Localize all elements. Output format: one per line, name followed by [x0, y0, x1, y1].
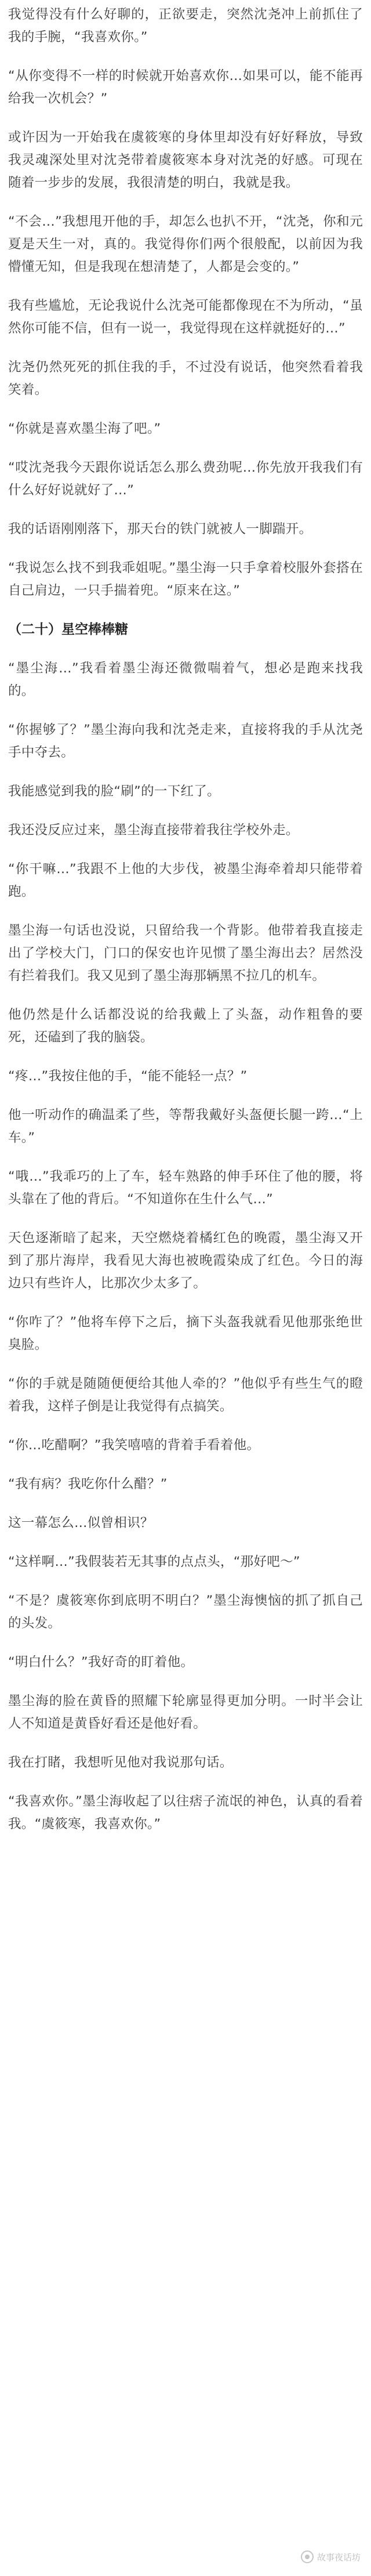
- chapter-title: （二十）星空棒棒糖: [8, 622, 128, 637]
- paragraph: “哎沈尧我今天跟你说话怎么那么费劲呢…你先放开我我们有什么好好说就好了…”: [8, 460, 363, 498]
- paragraph: 沈尧仍然死死的抓住我的手，不过没有说话，他突然看着我笑着。: [8, 360, 363, 397]
- paragraph: 墨尘海一句话也没说，只留给我一个背影。他带着我直接走出了学校大门，门口的保安也许见惯了墨尘海出去？居然没有拦着我们。我又见到了墨尘海那辆黑不拉几的机车。: [8, 923, 363, 983]
- paragraph: 我的话语刚刚落下，那天台的铁门就被人一脚踹开。: [8, 522, 312, 537]
- watermark: [301, 2550, 361, 2563]
- paragraph: “你干嘛…”我跟不上他的大步伐，被墨尘海牵着却只能带着跑。: [8, 862, 363, 899]
- wechat-account-icon: [301, 2550, 314, 2563]
- paragraph: “你咋了？”他将车停下之后，摘下头盔我就看见他那张绝世臭脸。: [8, 1315, 363, 1352]
- paragraph: “你的手就是随随便便给其他人牵的？”他似乎有些生气的瞪着我，这样子倒是让我觉得有点搞笑。: [8, 1376, 363, 1414]
- paragraph: “我有病？我吃你什么醋？”: [8, 1477, 168, 1492]
- paragraph: 或许因为一开始我在虞筱寒的身体里却没有好好释放，导致我灵魂深处里对沈尧带着虞筱寒本身对沈尧的好感。可现在随着一步步的发展，我很清楚的明白，我就是我。: [8, 130, 363, 190]
- paragraph: “你…吃醋啊？”我笑嘻嘻的背着手看着他。: [8, 1438, 260, 1453]
- paragraph: “疼…”我按住他的手，“能不能轻一点？”: [8, 1069, 248, 1084]
- paragraph: “墨尘海…”我看着墨尘海还微微喘着气，想必是跑来找我的。: [8, 661, 363, 699]
- paragraph: 我能感觉到我的脸“刷”的一下红了。: [8, 784, 220, 799]
- paragraph: 我还没反应过来，墨尘海直接带着我往学校外走。: [8, 823, 299, 838]
- paragraph: “不是？虞筱寒你到底明不明白？”墨尘海懊恼的抓了抓自己的头发。: [8, 1593, 363, 1631]
- paragraph: “我说怎么找不到我乖姐呢。”墨尘海一只手拿着校服外套搭在自己肩边，一只手揣着兜。“原来在这。”: [8, 560, 363, 598]
- paragraph: “你握够了？”墨尘海向我和沈尧走来，直接将我的手从沈尧手中夺去。: [8, 722, 363, 760]
- paragraph: “不会…”我想甩开他的手，却怎么也扒不开，“沈尧，你和元夏是天生一对，真的。我觉得你们两个很般配，以前因为我懵懂无知，但是我现在想清楚了，人都是会变的。”: [8, 214, 363, 274]
- paragraph: 这一幕怎么…似曾相识？: [8, 1515, 154, 1531]
- paragraph: “哦…”我乖巧的上了车，轻车熟路的伸手环住了他的腰，将头靠在了他的背后。“不知道你在生什么气…”: [8, 1169, 363, 1207]
- paragraph: 我觉得没有什么好聊的，正欲要走，突然沈尧冲上前抓住了我的手腕，“我喜欢你。”: [8, 7, 363, 45]
- paragraph: 天色逐渐暗了起来，天空燃烧着橘红色的晚霞，墨尘海又开到了那片海岸，我看见大海也被晚霞染成了红色。今日的海边只有些许人，比那次少太多了。: [8, 1231, 363, 1291]
- paragraph: 我有些尴尬，无论我说什么沈尧可能都像现在不为所动，“虽然你可能不信，但有一说一，我觉得现在这样就挺好的…”: [8, 298, 363, 336]
- paragraph: 他仍然是什么话都没说的给我戴上了头盔，动作粗鲁的要死，还磕到了我的脑袋。: [8, 1007, 363, 1045]
- paragraph: 墨尘海的脸在黄昏的照耀下轮廓显得更加分明。一时半会让人不知道是黄昏好看还是他好看。: [8, 1694, 363, 1731]
- paragraph: “我喜欢你。”墨尘海收起了以往痞子流氓的神色，认真的看着我。“虞筱寒，我喜欢你。”: [8, 1794, 363, 1832]
- paragraph: “这样啊…”我假装若无其事的点点头，“那好吧～”: [8, 1554, 300, 1569]
- watermark-text: 故事夜话坊: [317, 2552, 361, 2563]
- paragraph: “明白什么？”我好奇的盯着他。: [8, 1655, 194, 1670]
- paragraph: “从你变得不一样的时候就开始喜欢你…如果可以，能不能再给我一次机会？”: [8, 68, 363, 106]
- paragraph: “你就是喜欢墨尘海了吧。”: [8, 421, 161, 436]
- paragraph: 他一听动作的确温柔了些，等帮我戴好头盔便长腿一跨…“上车。”: [8, 1108, 363, 1145]
- paragraph: 我在打睹，我想听见他对我说那句话。: [8, 1755, 233, 1770]
